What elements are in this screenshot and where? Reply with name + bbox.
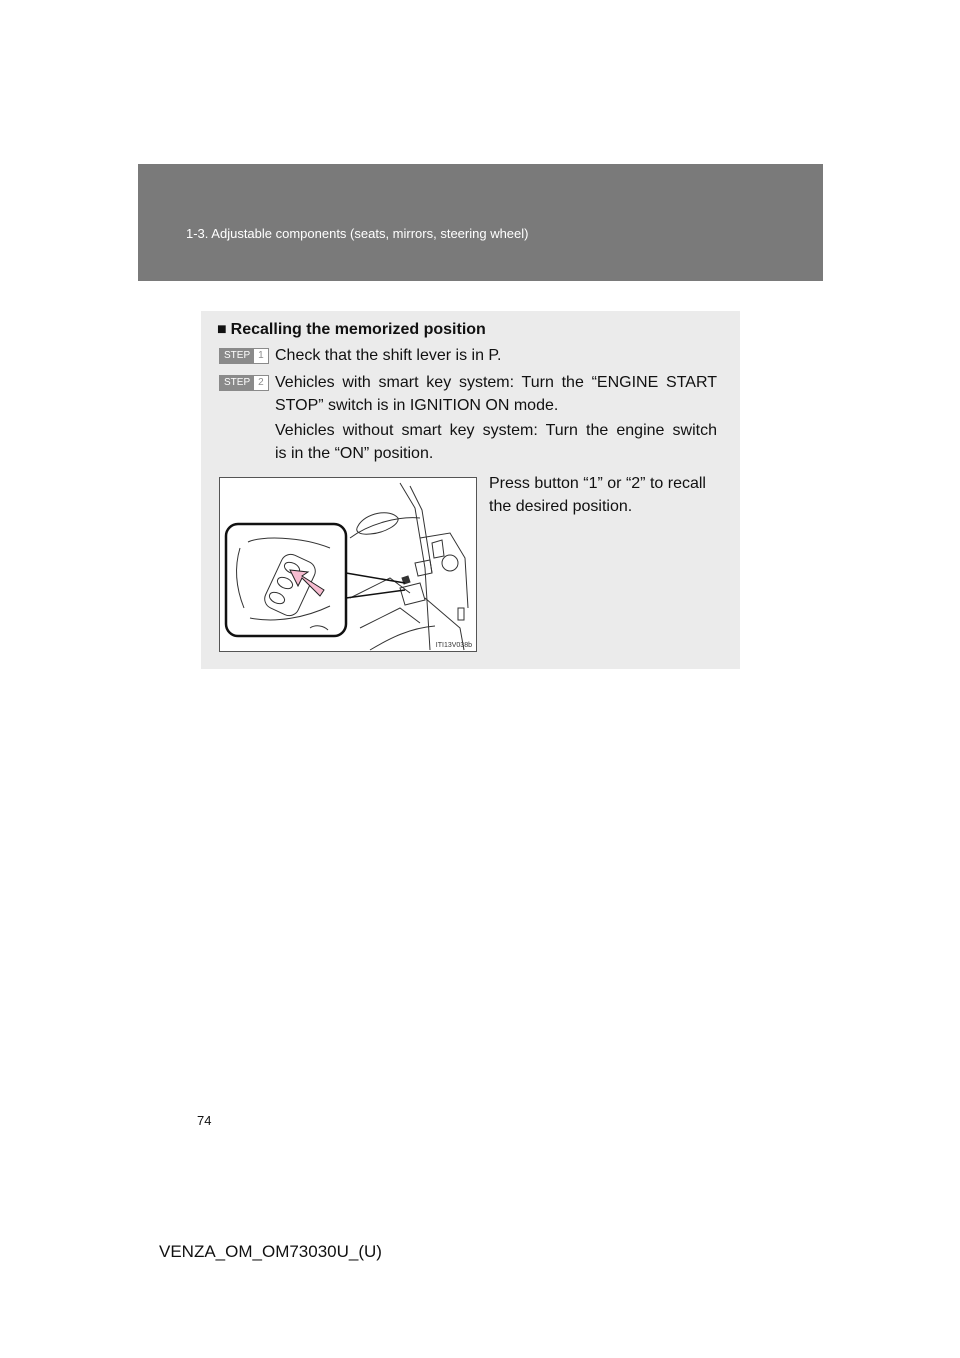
figure-code: ITI13V038b: [435, 642, 472, 649]
square-bullet-icon: ■: [217, 321, 227, 338]
memory-button-illustration: [219, 477, 477, 652]
step-3-line-2: the desired position.: [489, 498, 633, 515]
page-header: [138, 164, 823, 281]
document-id: VENZA_OM_OM73030U_(U): [159, 1242, 382, 1261]
header-title: 1-3. Adjustable components (seats, mirrors, steering wheel): [186, 226, 529, 241]
step-2-line-2: STOP” switch is in IGNITION ON mode.: [275, 397, 559, 414]
step-2-line-4: is in the “ON” position.: [275, 445, 434, 462]
step-2-badge: STEP 2: [219, 375, 269, 391]
section-title-text: Recalling the memorized position: [230, 321, 486, 338]
step-3-line-1: Press button “1” or “2” to recall: [489, 475, 706, 492]
step-1-badge: STEP 1: [219, 348, 269, 364]
step-2-line-3: Vehicles without smart key system: Turn the engine switch: [275, 422, 717, 439]
section-title: [217, 321, 486, 339]
step-1-text: Check that the shift lever is in P.: [275, 347, 502, 364]
page-number: 74: [197, 1113, 212, 1128]
step-2-line-1: Vehicles with smart key system: Turn the “ENGINE START: [275, 374, 717, 391]
door-panel-drawing: [220, 478, 476, 651]
